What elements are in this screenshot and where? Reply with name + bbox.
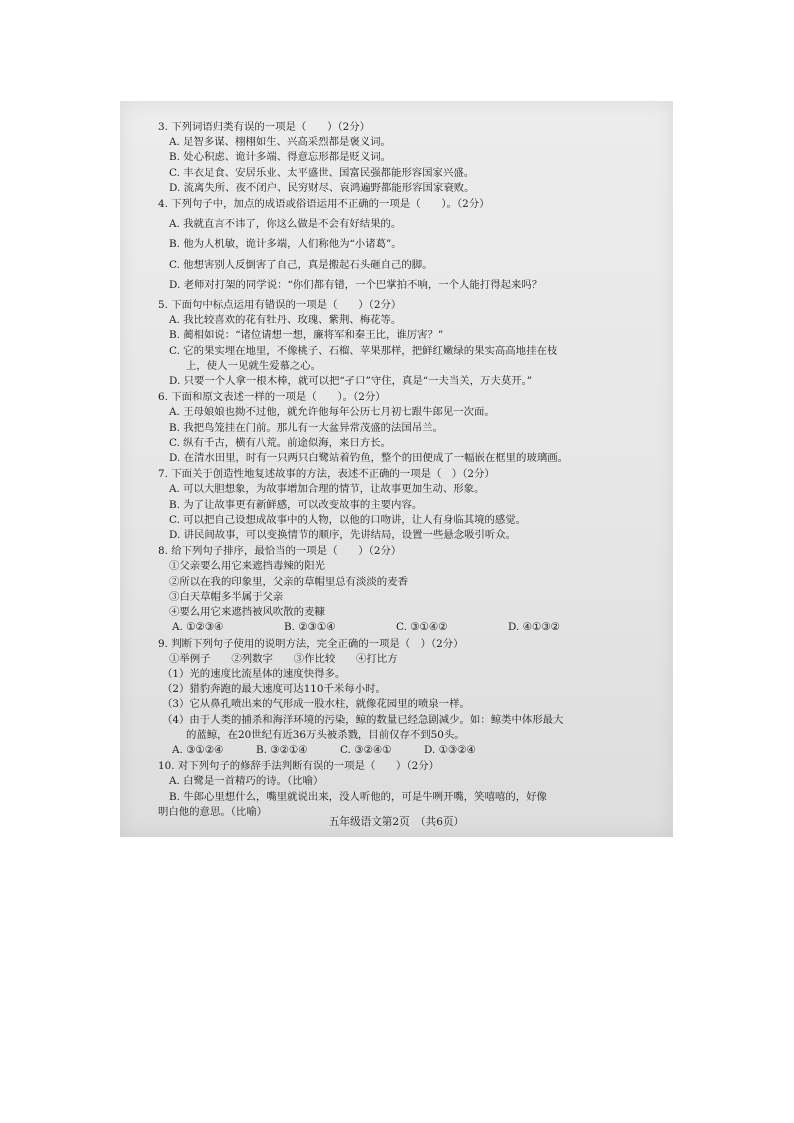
question-6: [158, 390, 658, 466]
question-5: [158, 298, 658, 389]
question-stem: 3. 下列词语归类有误的一项是（ ）（2分）: [158, 121, 371, 133]
choice-a: A. ①②③④: [172, 621, 224, 634]
option-a: A. 王母娘娘也拗不过他，就允许他每年公历七月初七跟牛郎见一次面。: [169, 406, 495, 419]
option-c: C. 纵有千古，横有八荒。前途似海，来日方长。: [169, 436, 391, 449]
sentence-item: ②所以在我的印象里，父亲的草帽里总有淡淡的麦香: [169, 575, 408, 588]
sentence-item: ③白天草帽多半属于父亲: [169, 590, 284, 603]
option-d: D. 讲民间故事，可以变换情节的顺序，先讲结局，设置一些悬念吸引听众。: [169, 529, 517, 542]
option-d: D. 在清水田里，时有一只两只白鹭站着钓鱼，整个的田便成了一幅嵌在框里的玻璃画。: [169, 452, 569, 465]
question-8: [158, 544, 658, 635]
question-stem: 8. 给下列句子排序，最恰当的一项是（ ）（2分）: [158, 545, 402, 558]
sentence-item: （3）它从鼻孔喷出来的气形成一股水柱，就像花园里的喷泉一样。: [162, 698, 470, 711]
option-d: D. 老师对打架的同学说：“你们都有错，一个巴掌拍不响，一个人能打得起来吗？: [169, 278, 543, 291]
sentence-item: （1）光的速度比流星体的速度快得多。: [162, 667, 346, 680]
exam-content: [158, 119, 658, 820]
option-c: C. 他想害别人反倒害了自己，真是搬起石头砸自己的脚。: [169, 258, 433, 271]
option-b: B. 他为人机敏，诡计多端，人们称他为“小诸葛”。: [169, 238, 402, 251]
option-a: A. 我就直言不讳了，你这么做是不会有好结果的。: [169, 218, 402, 231]
answer-choices: [158, 620, 658, 635]
choice-c: C. ③①④②: [396, 621, 448, 634]
option-a: A. 足智多谋、栩栩如生、兴高采烈都是褒义词。: [169, 136, 391, 149]
question-3: [158, 120, 658, 196]
question-stem: 7. 下面关于创造性地复述故事的方法，表述不正确的一项是（ ）（2分）: [158, 468, 495, 481]
photographed-exam-page: [120, 101, 673, 837]
option-c: C. 可以把自己设想成故事中的人物，以他的口吻讲，让人有身临其境的感觉。: [169, 513, 527, 526]
question-7: [158, 467, 658, 543]
question-9: [158, 637, 658, 759]
question-stem: 10. 对下列句子的修辞手法判断有误的一项是（ ）（2分）: [158, 760, 440, 773]
choice-d: D. ①③②④: [424, 743, 476, 756]
choice-a: A. ③①②④: [172, 743, 224, 756]
option-a: A. 白鹭是一首精巧的诗。（比喻）: [169, 775, 324, 788]
sentence-item: （4）由于人类的捕杀和海洋环境的污染，鲸的数量已经急剧减少。如：鲸类中体形最大: [162, 713, 564, 726]
question-stem: 6. 下面和原文表述一样的一项是（ ）。（2分）: [158, 391, 386, 404]
choice-c: C. ③②④①: [340, 743, 392, 756]
method-list: ①举例子 ②列数字 ③作比较 ④打比方: [169, 652, 398, 665]
option-c: C. 它的果实埋在地里，不像桃子、石榴、苹果那样，把鲜红嫩绿的果实高高地挂在枝: [169, 344, 558, 357]
option-b: B. 处心积虑、诡计多端、得意忘形都是贬义词。: [169, 151, 392, 164]
option-b: B. 我把鸟笼挂在门前。那儿有一大盆异常茂盛的法国吊兰。: [169, 421, 444, 434]
sentence-item: ①父亲要么用它来遮挡毒辣的阳光: [169, 560, 325, 573]
choice-d: D. ④①③②: [508, 621, 560, 634]
option-b: B. 蔺相如说：“诸位请想一想，廉将军和秦王比，谁厉害？”: [169, 329, 444, 342]
option-d: D. 只要一个人拿一根木棒，就可以把“孑口”守住，真是“一夫当关，万夫莫开。”: [169, 375, 533, 388]
question-stem: 9. 判断下列句子使用的说明方法，完全正确的一项是（ ）（2分）: [158, 637, 464, 650]
sentence-item: ④要么用它来遮挡被风吹散的麦糠: [169, 606, 325, 619]
option-d: D. 流离失所、夜不闭户、民穷财尽、哀鸿遍野都能形容国家衰败。: [169, 181, 475, 194]
question-stem: 5. 下面句中标点运用有错误的一项是（ ）（2分）: [158, 299, 402, 312]
option-a: A. 可以大胆想象，为故事增加合理的情节，让故事更加生动、形象。: [169, 483, 485, 496]
question-4: [158, 197, 658, 293]
option-c-continued: 上，使人一见就生爱慕之心。: [186, 359, 322, 372]
option-a: A. 我比较喜欢的花有牡丹、玫瑰、紫荆、梅花等。: [169, 314, 402, 327]
option-b-continued: 明白他的意思。（比喻）: [158, 805, 268, 818]
question-10: [158, 759, 658, 820]
option-b: B. 牛郎心里想什么，嘴里就说出来，没人听他的，可是牛咧开嘴，笑嘻嘻的，好像: [169, 790, 547, 803]
sentence-item-continued: 的蓝鲸，在20世纪有近36万头被杀戮，目前仅存不到50头。: [186, 728, 465, 741]
sentence-item: （2）猎豹奔跑的最大速度可达110千米每小时。: [162, 683, 386, 696]
page-footer: 五年级语文第2页 （共6页）: [328, 816, 465, 828]
option-b: B. 为了让故事更有新鲜感，可以改变故事的主要内容。: [169, 498, 423, 511]
answer-choices: [158, 743, 658, 758]
option-c: C. 丰衣足食、安居乐业、太平盛世、国富民强都能形容国家兴盛。: [169, 166, 475, 179]
choice-b: B. ②③①④: [284, 621, 336, 634]
choice-b: B. ③②①④: [256, 743, 308, 756]
question-stem: 4. 下列句子中，加点的成语或俗语运用不正确的一项是（ ）。（2分）: [158, 198, 490, 211]
